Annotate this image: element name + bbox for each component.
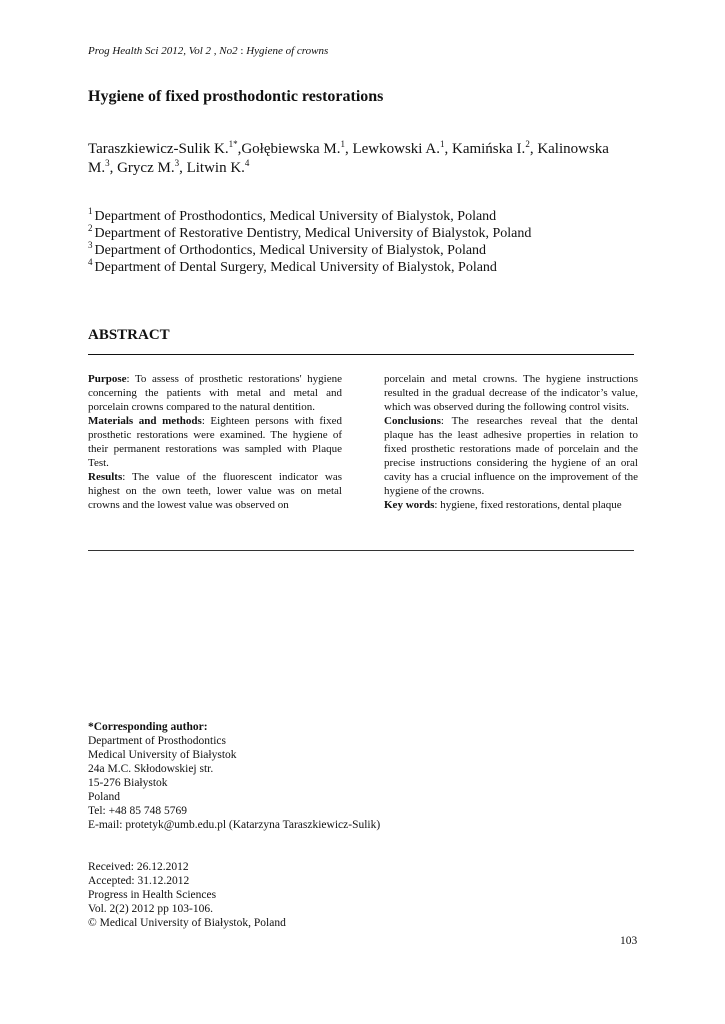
affiliation-item — [88, 259, 531, 276]
author-name: Grycz M. — [117, 160, 175, 176]
affiliation-item — [88, 208, 531, 225]
affiliation-text: Department of Prosthodontics, Medical University of Bialystok, Poland — [94, 209, 497, 224]
corresponding-line: Poland — [88, 791, 120, 803]
abstract-conclusions — [384, 414, 638, 498]
running-header-topic: Hygiene of crowns — [246, 45, 329, 57]
author-name: Gołębiewska M. — [241, 141, 341, 157]
corresponding-line: 15-276 Białystok — [88, 777, 168, 789]
author-separator: , — [529, 141, 538, 157]
affiliation-text: Department of Orthodontics, Medical University of Bialystok, Poland — [94, 243, 487, 258]
publication-info — [88, 860, 286, 930]
author-separator: , — [179, 160, 187, 176]
corresponding-line: Medical University of Białystok — [88, 749, 237, 761]
corresponding-author-block — [88, 720, 380, 832]
conclusions-label: Conclusions — [384, 415, 441, 427]
affiliation-text: Department of Restorative Dentistry, Medical University of Bialystok, Poland — [94, 226, 532, 241]
running-header-separator: : — [237, 45, 247, 57]
affiliation-item — [88, 242, 531, 259]
purpose-label: Purpose — [88, 373, 127, 385]
affiliation-number: 3 — [88, 240, 93, 251]
corresponding-email-line: E-mail: protetyk@umb.edu.pl (Katarzyna Taraszkiewicz-Sulik) — [88, 819, 381, 831]
results-label: Results — [88, 471, 123, 483]
author-separator: , — [444, 141, 452, 157]
article-title: Hygiene of fixed prosthodontic restorations — [88, 88, 384, 105]
abstract-purpose — [88, 372, 342, 414]
keywords-text: : hygiene, fixed restorations, dental plaque — [434, 499, 622, 511]
abstract-column-right — [384, 372, 638, 512]
copyright-line: © Medical University of Białystok, Poland — [88, 917, 286, 929]
author-separator: , — [344, 141, 353, 157]
keywords-label: Key words — [384, 499, 435, 511]
author-affiliation-mark: 4 — [244, 158, 250, 168]
running-header-journal: Prog Health Sci 2012, Vol 2 , No2 — [88, 45, 238, 57]
author-affiliation-mark: 2 — [525, 139, 530, 149]
author-list — [88, 140, 638, 178]
corresponding-line: Department of Prosthodontics — [88, 735, 226, 747]
corresponding-line: Tel: +48 85 748 5769 — [88, 805, 187, 817]
corresponding-author-title: *Corresponding author: — [88, 721, 208, 733]
author-name: Taraszkiewicz-Sulik K. — [88, 141, 229, 157]
author-affiliation-mark: 1 — [439, 139, 445, 149]
author-name: Kamińska I. — [451, 141, 526, 157]
page-number: 103 — [620, 935, 638, 947]
received-date: Received: 26.12.2012 — [88, 861, 189, 873]
volume-info: Vol. 2(2) 2012 pp 103-106. — [88, 903, 214, 915]
author-affiliation-mark: 3 — [174, 158, 180, 168]
affiliation-number: 1 — [88, 206, 93, 217]
abstract-column-left — [88, 372, 342, 512]
abstract-bottom-rule — [88, 550, 634, 551]
conclusions-text: : The researches reveal that the dental plaque has the least adhesive properties in relation to fixed prosthetic restorations made of porcelain and the precise instructions considering the hygiene of an oral cavity has a crucial influence on the improvement of the hygiene of the crowns. — [384, 415, 638, 497]
affiliation-list — [88, 208, 531, 276]
affiliation-number: 4 — [88, 257, 93, 268]
methods-label: Materials and methods — [88, 415, 202, 427]
author-separator: , — [237, 141, 242, 157]
author-affiliation-mark: 1 — [340, 139, 345, 149]
author-separator: , — [109, 160, 118, 176]
abstract-heading: ABSTRACT — [88, 327, 170, 343]
abstract-top-rule — [88, 354, 634, 355]
accepted-date: Accepted: 31.12.2012 — [88, 875, 190, 887]
affiliation-item — [88, 225, 531, 242]
purpose-text: : To assess of prosthetic restorations' hygiene concerning the patients with metal and metal and porcelain crowns compared to the natural dentition. — [88, 373, 342, 413]
author-name: Kalinowska M. — [88, 141, 609, 176]
abstract-keywords — [384, 498, 638, 512]
abstract-methods — [88, 414, 342, 470]
methods-text: : Eighteen persons with fixed prosthetic restorations were examined. The hygiene of their permanent restorations was sampled with Plaque Test. — [88, 415, 343, 469]
corresponding-line: 24a M.C. Skłodowskiej str. — [88, 763, 214, 775]
author-name: Litwin K. — [186, 160, 245, 176]
results-text: : The value of the fluorescent indicator was highest on the own teeth, lower value was on metal crowns and the lowest value was observed on — [88, 471, 342, 511]
author-affiliation-mark: 3 — [105, 158, 110, 168]
abstract-results — [88, 470, 342, 512]
author-name: Lewkowski A. — [352, 141, 440, 157]
affiliation-text: Department of Dental Surgery, Medical University of Bialystok, Poland — [94, 260, 497, 275]
running-header — [88, 45, 328, 57]
affiliation-number: 2 — [88, 223, 93, 234]
journal-name: Progress in Health Sciences — [88, 889, 217, 901]
author-affiliation-mark: 1* — [228, 139, 238, 149]
abstract-results-continued: porcelain and metal crowns. The hygiene instructions resulted in the gradual decrease of the indicator’s value, which was observed during the following control visits. — [384, 373, 638, 413]
